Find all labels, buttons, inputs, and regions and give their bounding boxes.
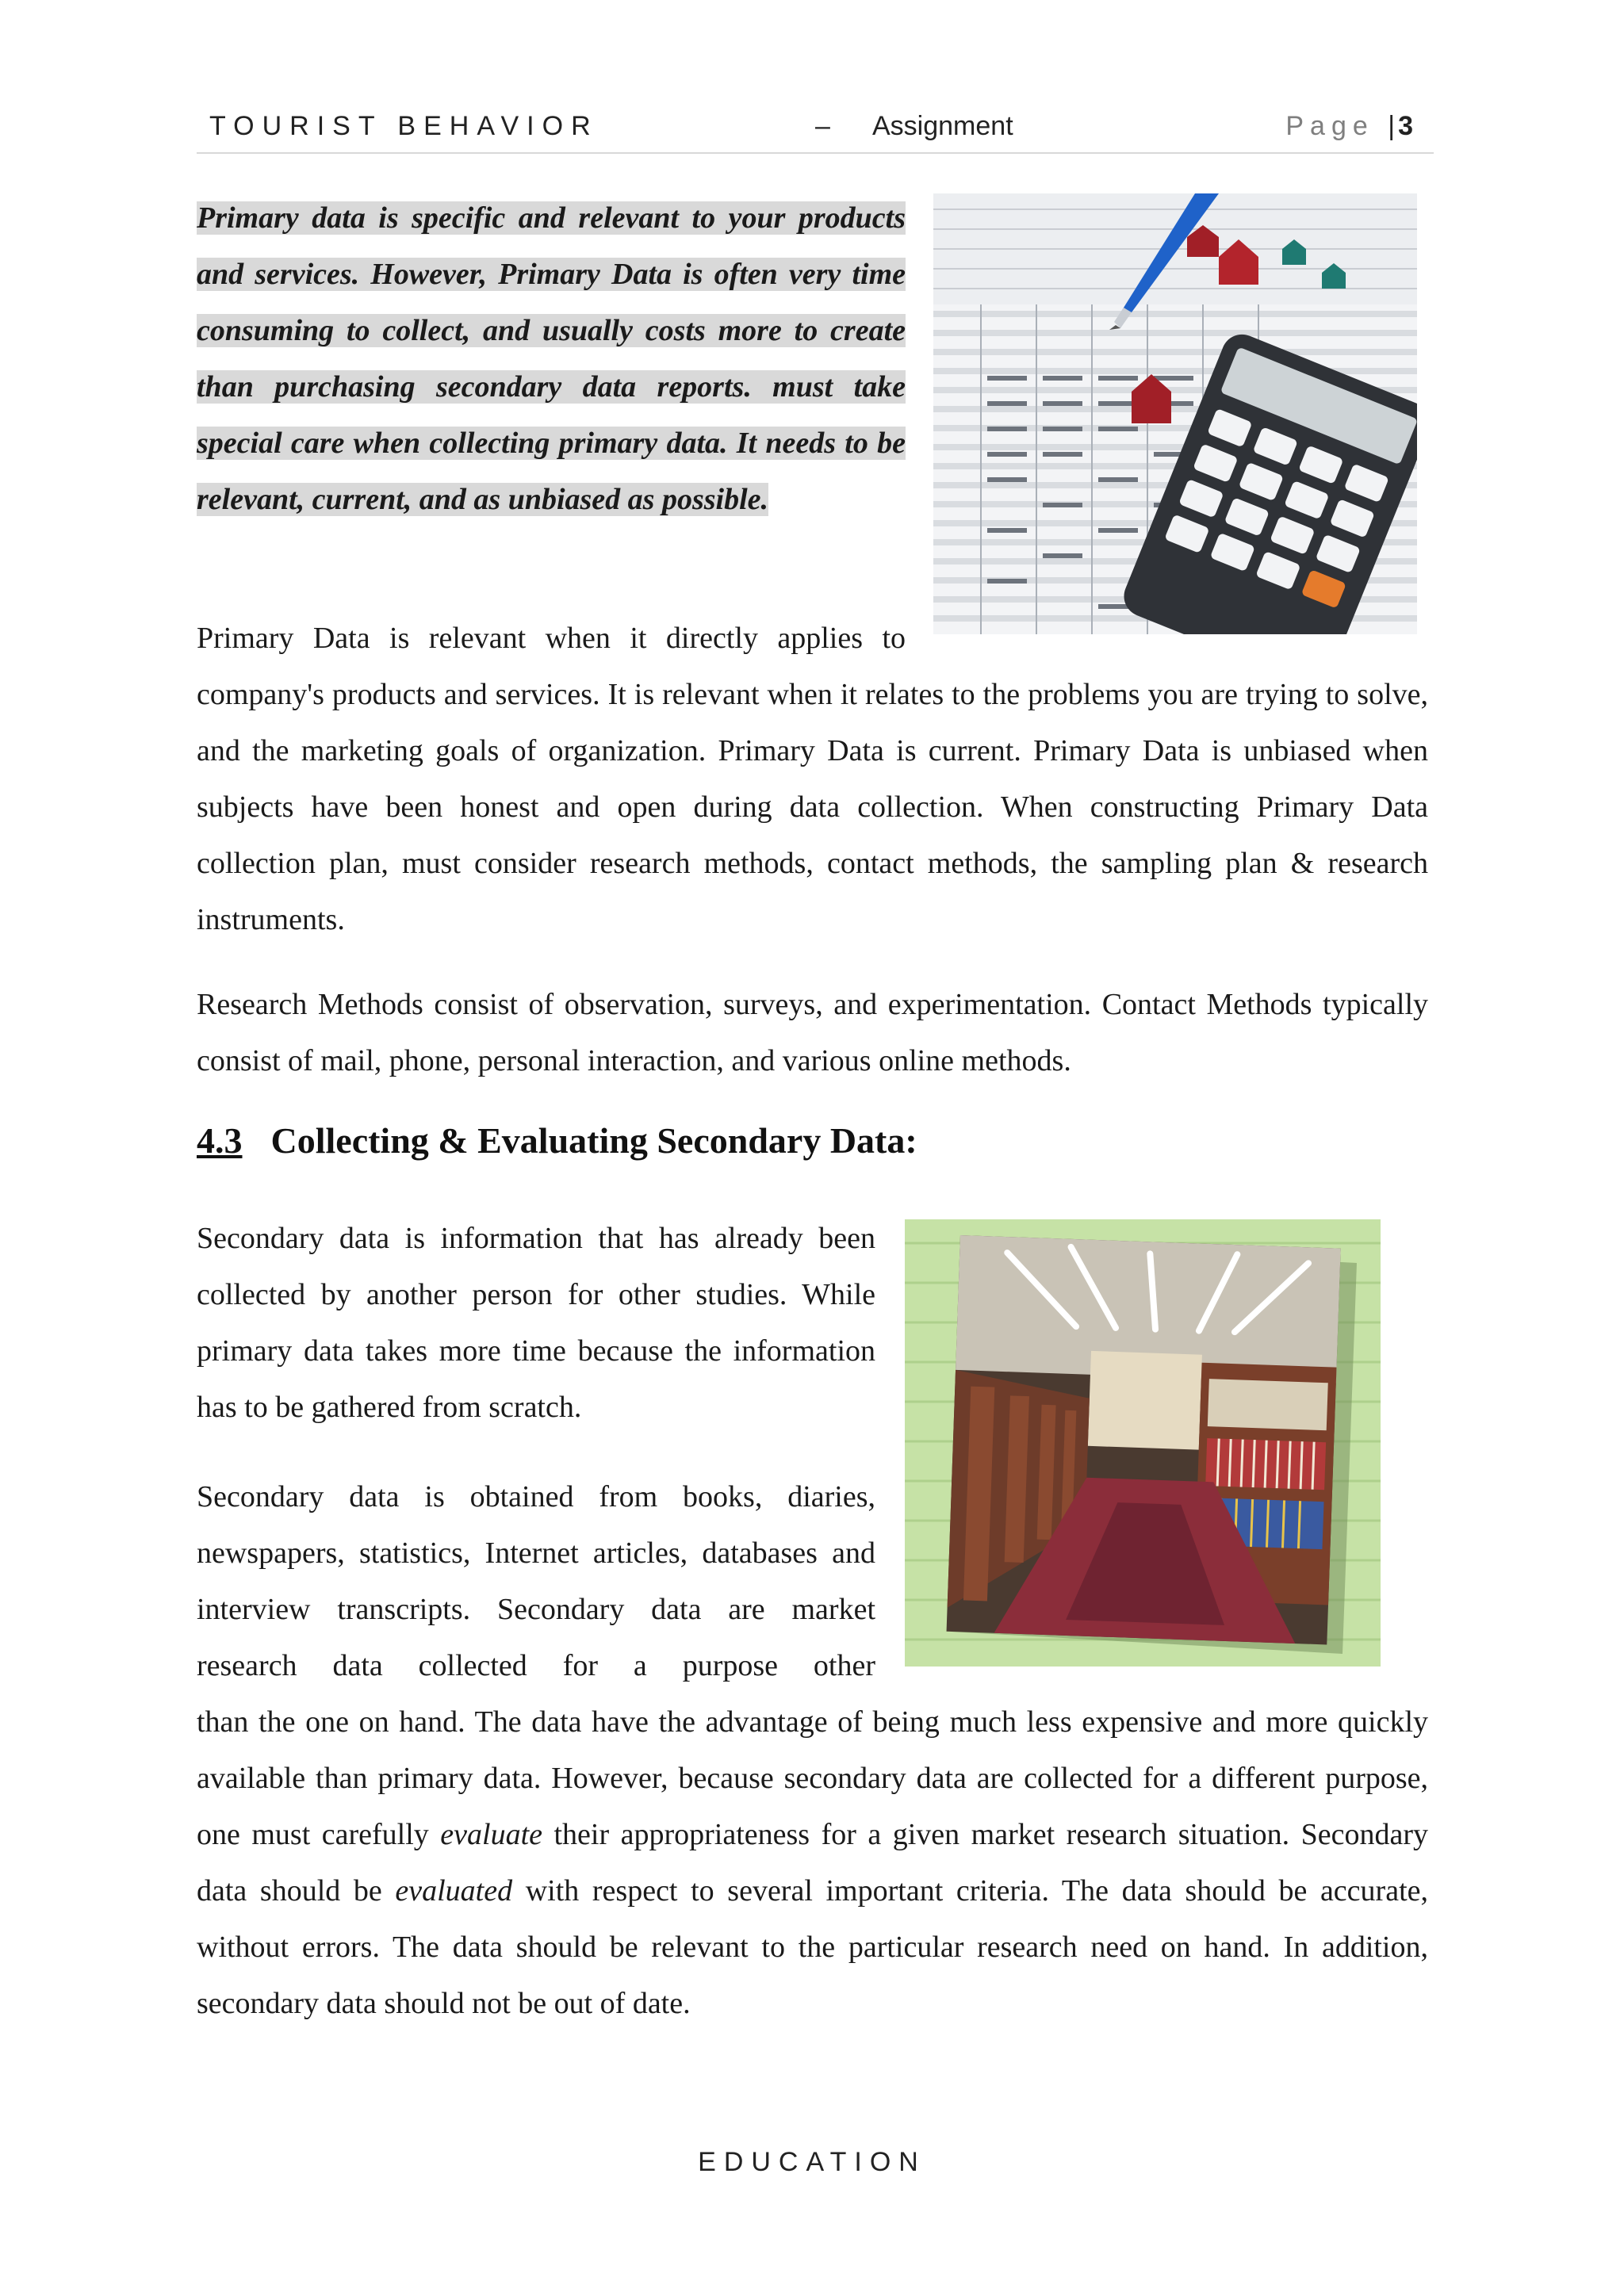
paragraph-1: company's products and services. It is relevant when it relates to the problems you are trying to solve, and the marketing goals of organization. Primary Data is current. Primary Data is unbiased when subjects have been honest and open during data collection. When constructing Primary Data collection plan, must consider research methods, contact methods, the sampling plan & research instruments. [197,678,1428,936]
header-page-number [1285,111,1413,142]
spreadsheet-calculator-image [933,193,1417,634]
paragraph-4 [197,1694,1428,2032]
spreadsheet-calculator-illustration [933,193,1417,634]
page-number: 3 [1398,111,1413,141]
page-label: Page [1285,111,1374,141]
section-title: Collecting & Evaluating Secondary Data: [270,1120,917,1161]
paragraph-4-part-b: their appropriateness for a given market research situation. Secondary data should be [197,1818,1428,1908]
header-subtitle: Assignment [872,111,1013,141]
paragraph-1-first-line: Primary Data is relevant when it directly applies to [197,622,906,655]
highlighted-paragraph: Primary data is specific and relevant to your products and services. However, Primary Data is often very time consuming to collect, and usually costs more to create than purchasing secondary data reports. must take special care when collecting primary data. It needs to be relevant, current, and as unbiased as possible. [197,201,906,516]
page-header [197,111,1434,154]
paragraph-3: Secondary data is information that has already been collected by another person for other studies. While primary data takes more time because the information has to be gathered from scratch. [197,1222,875,1424]
section-number: 4.3 [197,1120,243,1161]
section-heading [197,1119,917,1161]
paragraph-4-part-a: than the one on hand. The data have the advantage of being much less expensive and more quickly available than primary data. However, because secondary data are collected for a different purpose, one must carefully [197,1705,1428,1851]
library-image [905,1219,1381,1667]
paragraph-4-start: Secondary data is obtained from books, diaries, newspapers, statistics, Internet articles, databases and interview transcripts. Secondary data are market research data collected for a purpose other [197,1480,875,1682]
paragraph-4-part-c: with respect to several important criteria. The data should be accurate, without errors. The data should be relevant to the particular research need on hand. In addition, secondary data should not be out of date. [197,1874,1428,2020]
page-separator: | [1388,111,1396,141]
emphasis-evaluated: evaluated [395,1874,513,1908]
emphasis-evaluate: evaluate [440,1818,542,1851]
header-title: TOURIST BEHAVIOR [209,111,599,141]
paragraph-2: Research Methods consist of observation, surveys, and experimentation. Contact Methods typically consist of mail, phone, personal interaction, and various online methods. [197,988,1428,1077]
header-dash: – [815,111,830,141]
library-illustration [905,1219,1381,1667]
page-footer: EDUCATION [698,2147,926,2177]
